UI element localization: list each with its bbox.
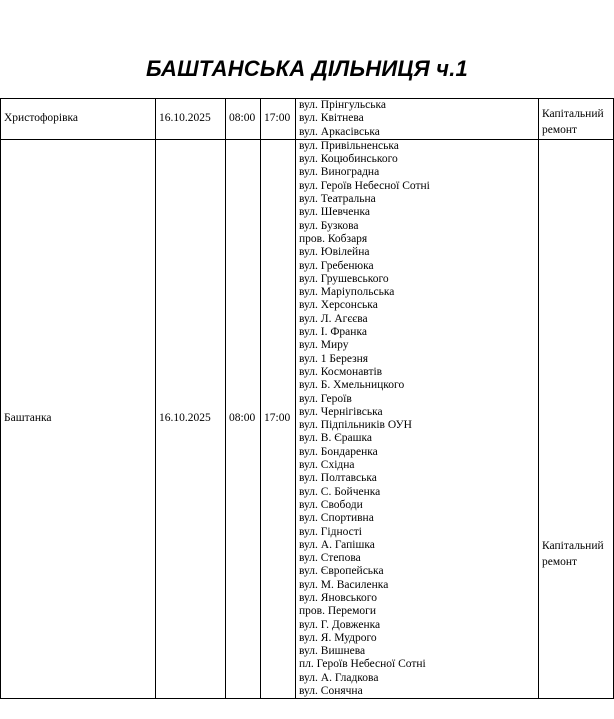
date-cell: 16.10.2025 xyxy=(156,99,226,140)
street-item: вул. Ювілейна xyxy=(299,246,370,259)
table-row xyxy=(1,99,614,140)
street-item: вул. Бузкова xyxy=(299,219,359,232)
document-title: БАШТАНСЬКА ДІЛЬНИЦЯ ч.1 xyxy=(146,56,468,81)
street-item: вул. Херсонська xyxy=(299,299,378,312)
street-item: вул. А. Гладкова xyxy=(299,671,379,684)
street-item: вул. Спортивна xyxy=(299,512,374,525)
start-time-cell: 08:00 xyxy=(226,139,261,698)
street-item: вул. Європейська xyxy=(299,565,384,578)
streets-cell xyxy=(296,99,539,140)
street-item: пров. Перемоги xyxy=(299,605,376,618)
street-item: вул. Сонячна xyxy=(299,685,363,698)
street-item: вул. Вишнева xyxy=(299,645,366,658)
street-item: вул. Л. Агєєва xyxy=(299,312,368,325)
table-row xyxy=(1,139,614,698)
street-item: вул. Підпільників ОУН xyxy=(299,419,412,432)
end-time-cell: 17:00 xyxy=(261,99,296,140)
work-type-line: ремонт xyxy=(542,556,578,569)
street-item: вул. Маріупольська xyxy=(299,286,395,299)
street-item: вул. Героїв Небесної Сотні xyxy=(299,179,430,192)
street-item: вул. М. Василенка xyxy=(299,578,389,591)
street-item: вул. Героїв xyxy=(299,392,352,405)
street-item: вул. Східна xyxy=(299,459,355,472)
street-item: вул. Шевченка xyxy=(299,206,371,219)
street-item: вул. Б. Хмельницкого xyxy=(299,379,405,392)
date-cell: 16.10.2025 xyxy=(156,139,226,698)
locality-cell: Баштанка xyxy=(1,139,156,698)
street-item: вул. А. Гапішка xyxy=(299,538,375,551)
work-type-line: Капітальний xyxy=(542,540,604,553)
street-item: вул. Полтавська xyxy=(299,472,377,485)
street-item: вул. Грушевського xyxy=(299,272,389,285)
street-item: вул. Виноградна xyxy=(299,166,380,179)
street-item: вул. Я. Мудрого xyxy=(299,631,377,644)
street-item: вул. В. Єрашка xyxy=(299,432,373,445)
street-item: вул. І. Франка xyxy=(299,326,367,339)
street-item: вул. Квітнева xyxy=(299,112,364,125)
street-item: вул. Свободи xyxy=(299,498,363,511)
street-item: пл. Героїв Небесної Сотні xyxy=(299,658,426,671)
end-time-cell: 17:00 xyxy=(261,139,296,698)
street-item: вул. С. Бойченка xyxy=(299,485,381,498)
street-item: вул. Бондаренка xyxy=(299,445,378,458)
work-type-cell xyxy=(539,99,614,140)
streets-cell xyxy=(296,139,539,698)
street-item: вул. Привільненська xyxy=(299,139,399,152)
work-type-cell xyxy=(539,139,614,698)
street-item: вул. Коцюбинського xyxy=(299,153,398,166)
work-type-line: ремонт xyxy=(542,123,578,136)
street-item: вул. Прінгульська xyxy=(299,99,386,111)
street-item: вул. Аркасівська xyxy=(299,125,380,138)
street-item: вул. Театральна xyxy=(299,193,376,206)
locality-cell: Христофорівка xyxy=(1,99,156,140)
street-item: вул. 1 Березня xyxy=(299,352,369,365)
street-item: вул. Гребенюка xyxy=(299,259,374,272)
street-item: вул. Гідності xyxy=(299,525,362,538)
street-item: вул. Чернігівська xyxy=(299,405,383,418)
street-item: вул. Миру xyxy=(299,339,349,352)
street-item: вул. Степова xyxy=(299,552,361,565)
start-time-cell: 08:00 xyxy=(226,99,261,140)
street-item: вул. Г. Довженка xyxy=(299,618,381,631)
street-item: вул. Космонавтів xyxy=(299,365,383,378)
work-type-line: Капітальний xyxy=(542,107,604,120)
street-item: вул. Яновського xyxy=(299,591,377,604)
street-item: пров. Кобзаря xyxy=(299,232,368,245)
outage-schedule-table xyxy=(0,98,614,699)
